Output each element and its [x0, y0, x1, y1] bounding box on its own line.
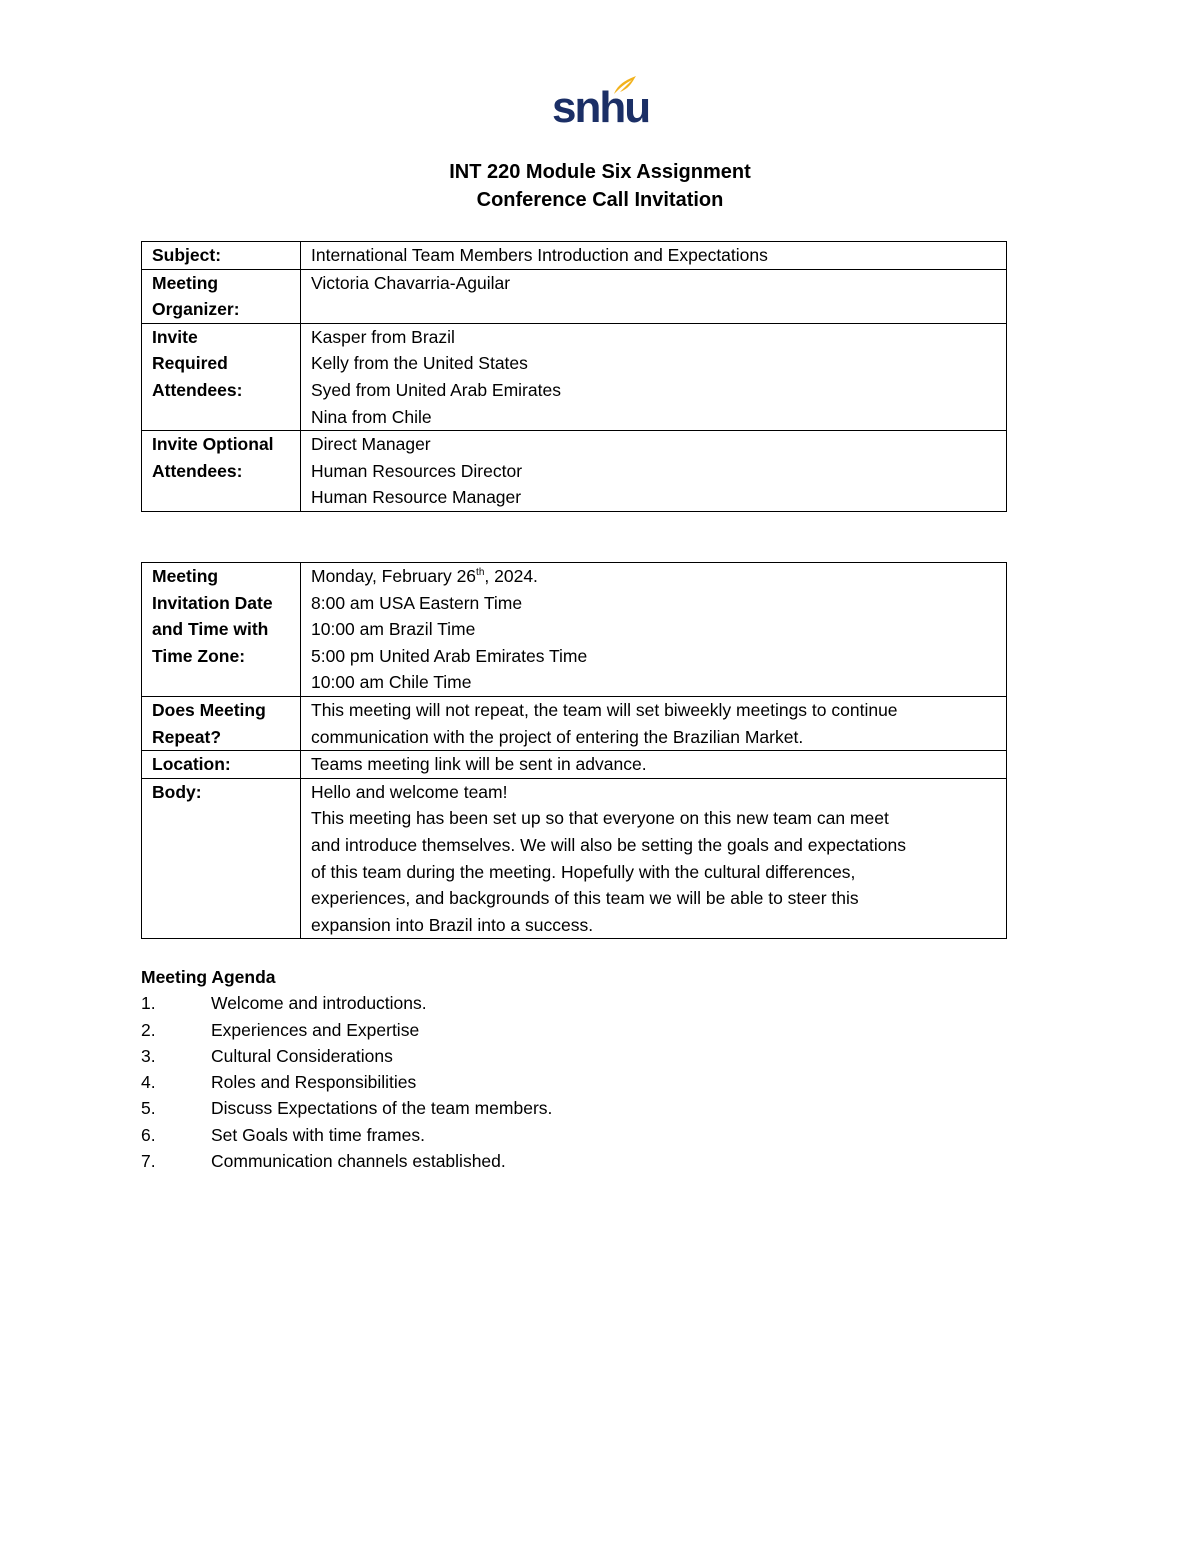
body-line: This meeting has been set up so that everyone on this new team can meet [311, 808, 889, 829]
agenda-item-text: Roles and Responsibilities [211, 1072, 417, 1093]
attendee: Kelly from the United States [311, 353, 528, 374]
optional-attendees-value [301, 431, 1007, 512]
location-value: Teams meeting link will be sent in advance. [301, 751, 1007, 779]
agenda-item-text: Cultural Considerations [211, 1045, 393, 1066]
agenda-item-number: 6. [141, 1124, 156, 1145]
agenda-item [141, 1148, 1041, 1174]
agenda-item [141, 1043, 1041, 1069]
meeting-time: 10:00 am Chile Time [311, 672, 472, 693]
agenda-item [141, 1095, 1041, 1121]
agenda-item-text: Communication channels established. [211, 1151, 506, 1172]
datetime-value [301, 563, 1007, 697]
required-attendees-value [301, 323, 1007, 430]
title-line-1: INT 220 Module Six Assignment [449, 161, 751, 183]
attendee: Human Resources Director [311, 460, 523, 481]
logo-text: snhu [552, 83, 650, 132]
agenda-item-number: 4. [141, 1072, 156, 1093]
datetime-label-line: Meeting [152, 566, 219, 586]
body-value [301, 778, 1007, 939]
subject-row [142, 242, 1007, 270]
repeat-line: communication with the project of entering the Brazilian Market. [311, 726, 804, 747]
location-row [142, 751, 1007, 779]
organizer-row [142, 269, 1007, 323]
document-title [0, 158, 1200, 214]
agenda-item [141, 990, 1041, 1016]
agenda-item-text: Welcome and introductions. [211, 993, 427, 1014]
snhu-logo [552, 72, 650, 134]
agenda-item-text: Experiences and Expertise [211, 1019, 420, 1040]
body-line: of this team during the meeting. Hopefully with the cultural differences, [311, 861, 856, 882]
agenda-item [141, 1122, 1041, 1148]
optional-attendees-label [142, 431, 301, 512]
meeting-time: 5:00 pm United Arab Emirates Time [311, 645, 588, 666]
agenda-item-number: 2. [141, 1019, 156, 1040]
repeat-row [142, 696, 1007, 750]
attendee: Kasper from Brazil [311, 326, 455, 347]
repeat-value [301, 696, 1007, 750]
body-line: expansion into Brazil into a success. [311, 914, 594, 935]
attendee: Human Resource Manager [311, 487, 522, 508]
datetime-label-line: and Time with [152, 619, 269, 640]
datetime-label-line: Time Zone: [152, 645, 246, 666]
required-label-line: Attendees: [152, 379, 243, 400]
subject-label: Subject: [142, 242, 301, 270]
body-line: Hello and welcome team! [311, 781, 508, 802]
attendee: Direct Manager [311, 434, 431, 455]
required-label-line: Required [152, 353, 228, 374]
meeting-time: 10:00 am Brazil Time [311, 619, 476, 640]
body-line: experiences, and backgrounds of this team we will be able to steer this [311, 888, 859, 909]
date-superscript: th [476, 567, 485, 579]
agenda-item-number: 5. [141, 1098, 156, 1119]
repeat-label-line: Does Meeting [152, 699, 266, 720]
organizer-label [142, 269, 301, 323]
attendee: Nina from Chile [311, 406, 432, 427]
meeting-date [311, 563, 996, 590]
location-label: Location: [142, 751, 301, 779]
agenda-item [141, 1017, 1041, 1043]
required-attendees-row [142, 323, 1007, 430]
invitation-table [141, 241, 1007, 512]
agenda-item [141, 1069, 1041, 1095]
body-row [142, 778, 1007, 939]
repeat-label-line: Repeat? [152, 726, 222, 747]
title-line-2: Conference Call Invitation [476, 189, 724, 211]
meeting-agenda [141, 964, 1041, 1174]
agenda-item-number: 1. [141, 993, 156, 1014]
datetime-row [142, 563, 1007, 697]
body-label: Body: [142, 778, 301, 939]
optional-label-line: Attendees: [152, 460, 243, 481]
attendee: Syed from United Arab Emirates [311, 379, 561, 400]
repeat-label [142, 696, 301, 750]
repeat-line: This meeting will not repeat, the team will set biweekly meetings to continue [311, 699, 898, 720]
agenda-item-number: 7. [141, 1151, 156, 1172]
subject-value: International Team Members Introduction and Expectations [301, 242, 1007, 270]
meeting-time: 8:00 am USA Eastern Time [311, 592, 523, 613]
agenda-item-text: Discuss Expectations of the team members. [211, 1098, 553, 1119]
organizer-label-line: Meeting [152, 272, 219, 293]
date-suffix: , 2024. [484, 566, 538, 586]
optional-label-line: Invite Optional [152, 434, 274, 455]
date-prefix: Monday, February 26 [311, 566, 477, 586]
agenda-title: Meeting Agenda [141, 967, 276, 987]
agenda-item-text: Set Goals with time frames. [211, 1124, 425, 1145]
meeting-details-table [141, 562, 1007, 939]
agenda-item-number: 3. [141, 1045, 156, 1066]
organizer-value: Victoria Chavarria-Aguilar [301, 269, 1007, 323]
required-label-line: Invite [152, 326, 198, 347]
datetime-label-line: Invitation Date [152, 592, 273, 613]
body-line: and introduce themselves. We will also be setting the goals and expectations [311, 834, 907, 855]
required-attendees-label [142, 323, 301, 430]
optional-attendees-row [142, 431, 1007, 512]
organizer-label-line: Organizer: [152, 299, 240, 320]
datetime-label [142, 563, 301, 697]
